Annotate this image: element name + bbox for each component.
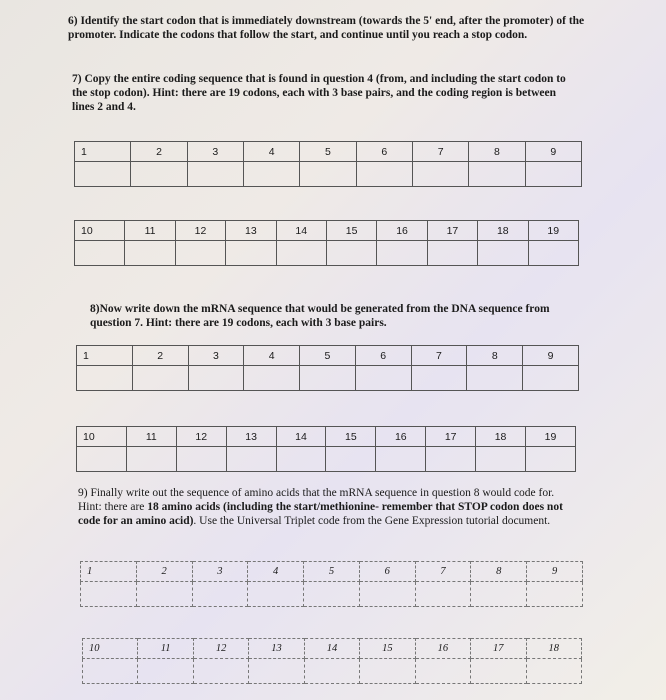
codon-number: 11 xyxy=(125,221,175,241)
q7-codon-table-1 xyxy=(74,141,582,187)
codon-number: 15 xyxy=(326,221,376,241)
question-7-text: 7) Copy the entire coding sequence that is found in question 4 (from, and including the start codon to the stop codon). xyxy=(72,73,566,99)
codon-answer-cell[interactable] xyxy=(467,366,523,391)
codon-answer-cell[interactable] xyxy=(75,162,131,187)
amino-answer-cell[interactable] xyxy=(83,659,138,684)
codon-answer-cell[interactable] xyxy=(326,447,376,472)
codon-answer-cell[interactable] xyxy=(75,241,125,266)
amino-answer-cell[interactable] xyxy=(136,582,192,607)
q8-codon-table-2 xyxy=(76,426,576,472)
amino-number: 4 xyxy=(248,562,304,582)
amino-answer-cell[interactable] xyxy=(248,582,304,607)
amino-number: 16 xyxy=(415,639,470,659)
amino-answer-cell[interactable] xyxy=(471,659,526,684)
codon-number: 2 xyxy=(132,346,188,366)
codon-number: 6 xyxy=(355,346,411,366)
codon-number: 17 xyxy=(427,221,477,241)
codon-answer-cell[interactable] xyxy=(376,447,426,472)
codon-answer-cell[interactable] xyxy=(300,366,356,391)
codon-answer-cell[interactable] xyxy=(244,366,300,391)
codon-number: 1 xyxy=(75,142,131,162)
codon-answer-cell[interactable] xyxy=(476,447,526,472)
codon-number: 9 xyxy=(525,142,581,162)
codon-number: 16 xyxy=(377,221,427,241)
amino-number: 12 xyxy=(193,639,248,659)
question-8 xyxy=(90,302,570,330)
amino-number: 6 xyxy=(359,562,415,582)
q7-codon-table-2 xyxy=(74,220,579,266)
codon-answer-cell[interactable] xyxy=(526,447,576,472)
amino-number: 7 xyxy=(415,562,471,582)
amino-number: 18 xyxy=(526,639,582,659)
question-7 xyxy=(72,72,572,114)
codon-answer-cell[interactable] xyxy=(427,241,477,266)
codon-number: 12 xyxy=(176,427,226,447)
amino-number: 14 xyxy=(304,639,359,659)
codon-number: 12 xyxy=(175,221,225,241)
amino-number: 17 xyxy=(471,639,526,659)
amino-number: 2 xyxy=(136,562,192,582)
codon-answer-cell[interactable] xyxy=(243,162,299,187)
amino-answer-cell[interactable] xyxy=(249,659,304,684)
codon-number: 13 xyxy=(226,221,276,241)
codon-answer-cell[interactable] xyxy=(300,162,356,187)
amino-answer-cell[interactable] xyxy=(304,582,360,607)
amino-answer-cell[interactable] xyxy=(526,659,582,684)
codon-answer-cell[interactable] xyxy=(226,447,276,472)
question-9-text: 9) Finally write out the sequence of amino acids that the mRNA sequence in question 8 would code for. Hint: there are xyxy=(78,487,555,513)
codon-number: 8 xyxy=(469,142,525,162)
codon-number: 3 xyxy=(188,346,244,366)
amino-answer-cell[interactable] xyxy=(360,659,415,684)
codon-answer-cell[interactable] xyxy=(412,162,468,187)
codon-answer-cell[interactable] xyxy=(77,447,127,472)
question-9-hint: 18 amino acids (including the start/methionine- remember that STOP codon does not code for an amino acid) xyxy=(78,501,563,527)
codon-number: 18 xyxy=(476,427,526,447)
amino-answer-cell[interactable] xyxy=(81,582,137,607)
codon-number: 3 xyxy=(187,142,243,162)
codon-answer-cell[interactable] xyxy=(187,162,243,187)
codon-answer-cell[interactable] xyxy=(132,366,188,391)
codon-number: 13 xyxy=(226,427,276,447)
codon-number: 10 xyxy=(77,427,127,447)
codon-answer-cell[interactable] xyxy=(175,241,225,266)
codon-answer-cell[interactable] xyxy=(355,366,411,391)
amino-number: 8 xyxy=(471,562,527,582)
codon-number: 17 xyxy=(426,427,476,447)
amino-answer-cell[interactable] xyxy=(192,582,248,607)
codon-answer-cell[interactable] xyxy=(411,366,467,391)
codon-number: 6 xyxy=(356,142,412,162)
codon-answer-cell[interactable] xyxy=(77,366,133,391)
codon-answer-cell[interactable] xyxy=(131,162,187,187)
codon-answer-cell[interactable] xyxy=(188,366,244,391)
codon-number: 16 xyxy=(376,427,426,447)
codon-answer-cell[interactable] xyxy=(478,241,528,266)
amino-number: 11 xyxy=(138,639,193,659)
codon-answer-cell[interactable] xyxy=(326,241,376,266)
codon-number: 15 xyxy=(326,427,376,447)
codon-answer-cell[interactable] xyxy=(525,162,581,187)
amino-number: 5 xyxy=(304,562,360,582)
codon-number: 11 xyxy=(126,427,176,447)
codon-answer-cell[interactable] xyxy=(469,162,525,187)
codon-answer-cell[interactable] xyxy=(276,241,326,266)
amino-answer-cell[interactable] xyxy=(527,582,583,607)
codon-number: 1 xyxy=(77,346,133,366)
codon-answer-cell[interactable] xyxy=(528,241,578,266)
amino-number: 10 xyxy=(83,639,138,659)
amino-answer-cell[interactable] xyxy=(415,659,470,684)
codon-number: 19 xyxy=(528,221,578,241)
q9-amino-table-1 xyxy=(80,561,583,607)
codon-number: 2 xyxy=(131,142,187,162)
question-8-hint: Hint: there are 19 codons, each with 3 base pairs. xyxy=(145,317,387,329)
q8-codon-table-1 xyxy=(76,345,579,391)
question-9 xyxy=(78,486,578,528)
codon-answer-cell[interactable] xyxy=(125,241,175,266)
codon-answer-cell[interactable] xyxy=(523,366,579,391)
amino-number: 3 xyxy=(192,562,248,582)
codon-answer-cell[interactable] xyxy=(276,447,326,472)
codon-number: 14 xyxy=(276,221,326,241)
q9-amino-table-2 xyxy=(82,638,582,684)
codon-answer-cell[interactable] xyxy=(356,162,412,187)
codon-answer-cell[interactable] xyxy=(426,447,476,472)
codon-answer-cell[interactable] xyxy=(377,241,427,266)
amino-answer-cell[interactable] xyxy=(471,582,527,607)
codon-number: 5 xyxy=(300,346,356,366)
amino-answer-cell[interactable] xyxy=(304,659,359,684)
amino-answer-cell[interactable] xyxy=(193,659,248,684)
codon-number: 10 xyxy=(75,221,125,241)
codon-answer-cell[interactable] xyxy=(176,447,226,472)
codon-number: 9 xyxy=(523,346,579,366)
question-7-hint: Hint: there are 19 codons, each with 3 base pairs, and the coding region is between lines 2 and 4. xyxy=(72,87,556,113)
amino-answer-cell[interactable] xyxy=(138,659,193,684)
codon-number: 19 xyxy=(526,427,576,447)
codon-number: 7 xyxy=(411,346,467,366)
question-8-text: 8)Now write down the mRNA sequence that would be generated from the DNA sequence from question 7. xyxy=(90,303,550,329)
question-9-text-end: . Use the Universal Triplet code from the Gene Expression tutorial document. xyxy=(193,515,551,527)
codon-number: 14 xyxy=(276,427,326,447)
codon-number: 4 xyxy=(244,346,300,366)
codon-answer-cell[interactable] xyxy=(226,241,276,266)
amino-number: 9 xyxy=(527,562,583,582)
amino-answer-cell[interactable] xyxy=(415,582,471,607)
codon-number: 5 xyxy=(300,142,356,162)
codon-number: 8 xyxy=(467,346,523,366)
codon-answer-cell[interactable] xyxy=(126,447,176,472)
codon-number: 4 xyxy=(243,142,299,162)
question-6: 6) Identify the start codon that is immediately downstream (towards the 5' end, after the promoter) of the promoter. Indicate the codons that follow the start, and continue until you reach a stop codon. xyxy=(68,15,585,41)
amino-number: 15 xyxy=(360,639,415,659)
amino-number: 1 xyxy=(81,562,137,582)
amino-answer-cell[interactable] xyxy=(359,582,415,607)
amino-number: 13 xyxy=(249,639,304,659)
codon-number: 18 xyxy=(478,221,528,241)
codon-number: 7 xyxy=(412,142,468,162)
